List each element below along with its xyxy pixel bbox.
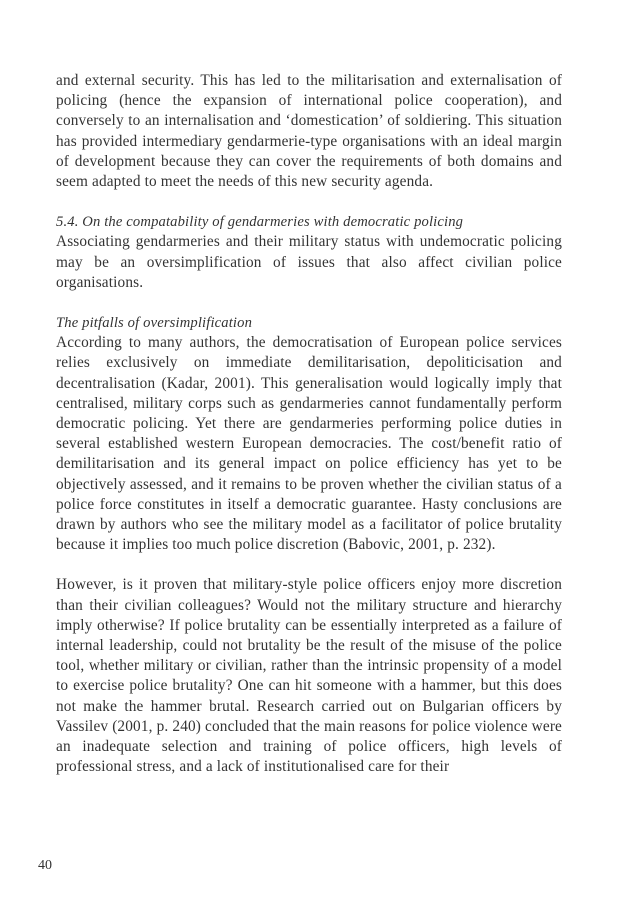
section-paragraph: Associating gendarmeries and their military status with undemocratic policing may be an oversimplification of issues that also affect civilian police organisations. bbox=[56, 233, 562, 291]
pitfalls-paragraph: According to many authors, the democratisation of European police services relies exclusively on immediate demilitarisation, depoliticisation and decentralisation (Kadar, 2001). This generalisation would logically imply that centralised, military corps such as gendarmeries cannot fundamentally perform democratic policing. Yet there are gendarmeries performing police duties in several established western European democracies. The cost/benefit ratio of demilitarisation and its general impact on police efficiency has yet to be objectively assessed, and it remains to be proven whether the civilian status of a police force constitutes in itself a democratic guarantee. Hasty conclusions are drawn by authors who see the military model as a facilitator of police brutality because it implies too much police discretion (Babovic, 2001, p. 232). bbox=[56, 334, 562, 554]
however-paragraph: However, is it proven that military-style police officers enjoy more discretion than their civilian colleagues? Would not the military structure and hierarchy imply otherwise? If police brutality can be essentially interpreted as a failure of internal leadership, could not brutality be the result of the misuse of the police tool, whether military or civilian, rather than the intrinsic propensity of a model to exercise police brutality? One can hit someone with a hammer, but this does not make the hammer brutal. Research carried out on Bulgarian officers by Vassilev (2001, p. 240) concluded that the main reasons for police violence were an inadequate selection and training of police officers, high levels of professional stress, and a lack of institutionalised care for their bbox=[56, 576, 562, 776]
paragraph-gap bbox=[56, 192, 562, 212]
page-number: 40 bbox=[38, 858, 52, 873]
subheading: The pitfalls of oversimplification bbox=[56, 315, 253, 332]
intro-paragraph: and external security. This has led to the militarisation and externalisation of policing (hence the expansion of international police cooperation), and conversely to an internalisation and ‘domestication’ of soldiering. This situation has provided intermediary gendarmerie-type organisations with an ideal margin of development because they can cover the requirements of both domains and seem adapted to meet the needs of this new security agenda. bbox=[56, 72, 562, 191]
page-body bbox=[56, 71, 562, 778]
paragraph-gap bbox=[56, 555, 562, 575]
section-heading: 5.4. On the compatability of gendarmeries with democratic policing bbox=[56, 214, 464, 231]
paragraph-gap bbox=[56, 293, 562, 313]
